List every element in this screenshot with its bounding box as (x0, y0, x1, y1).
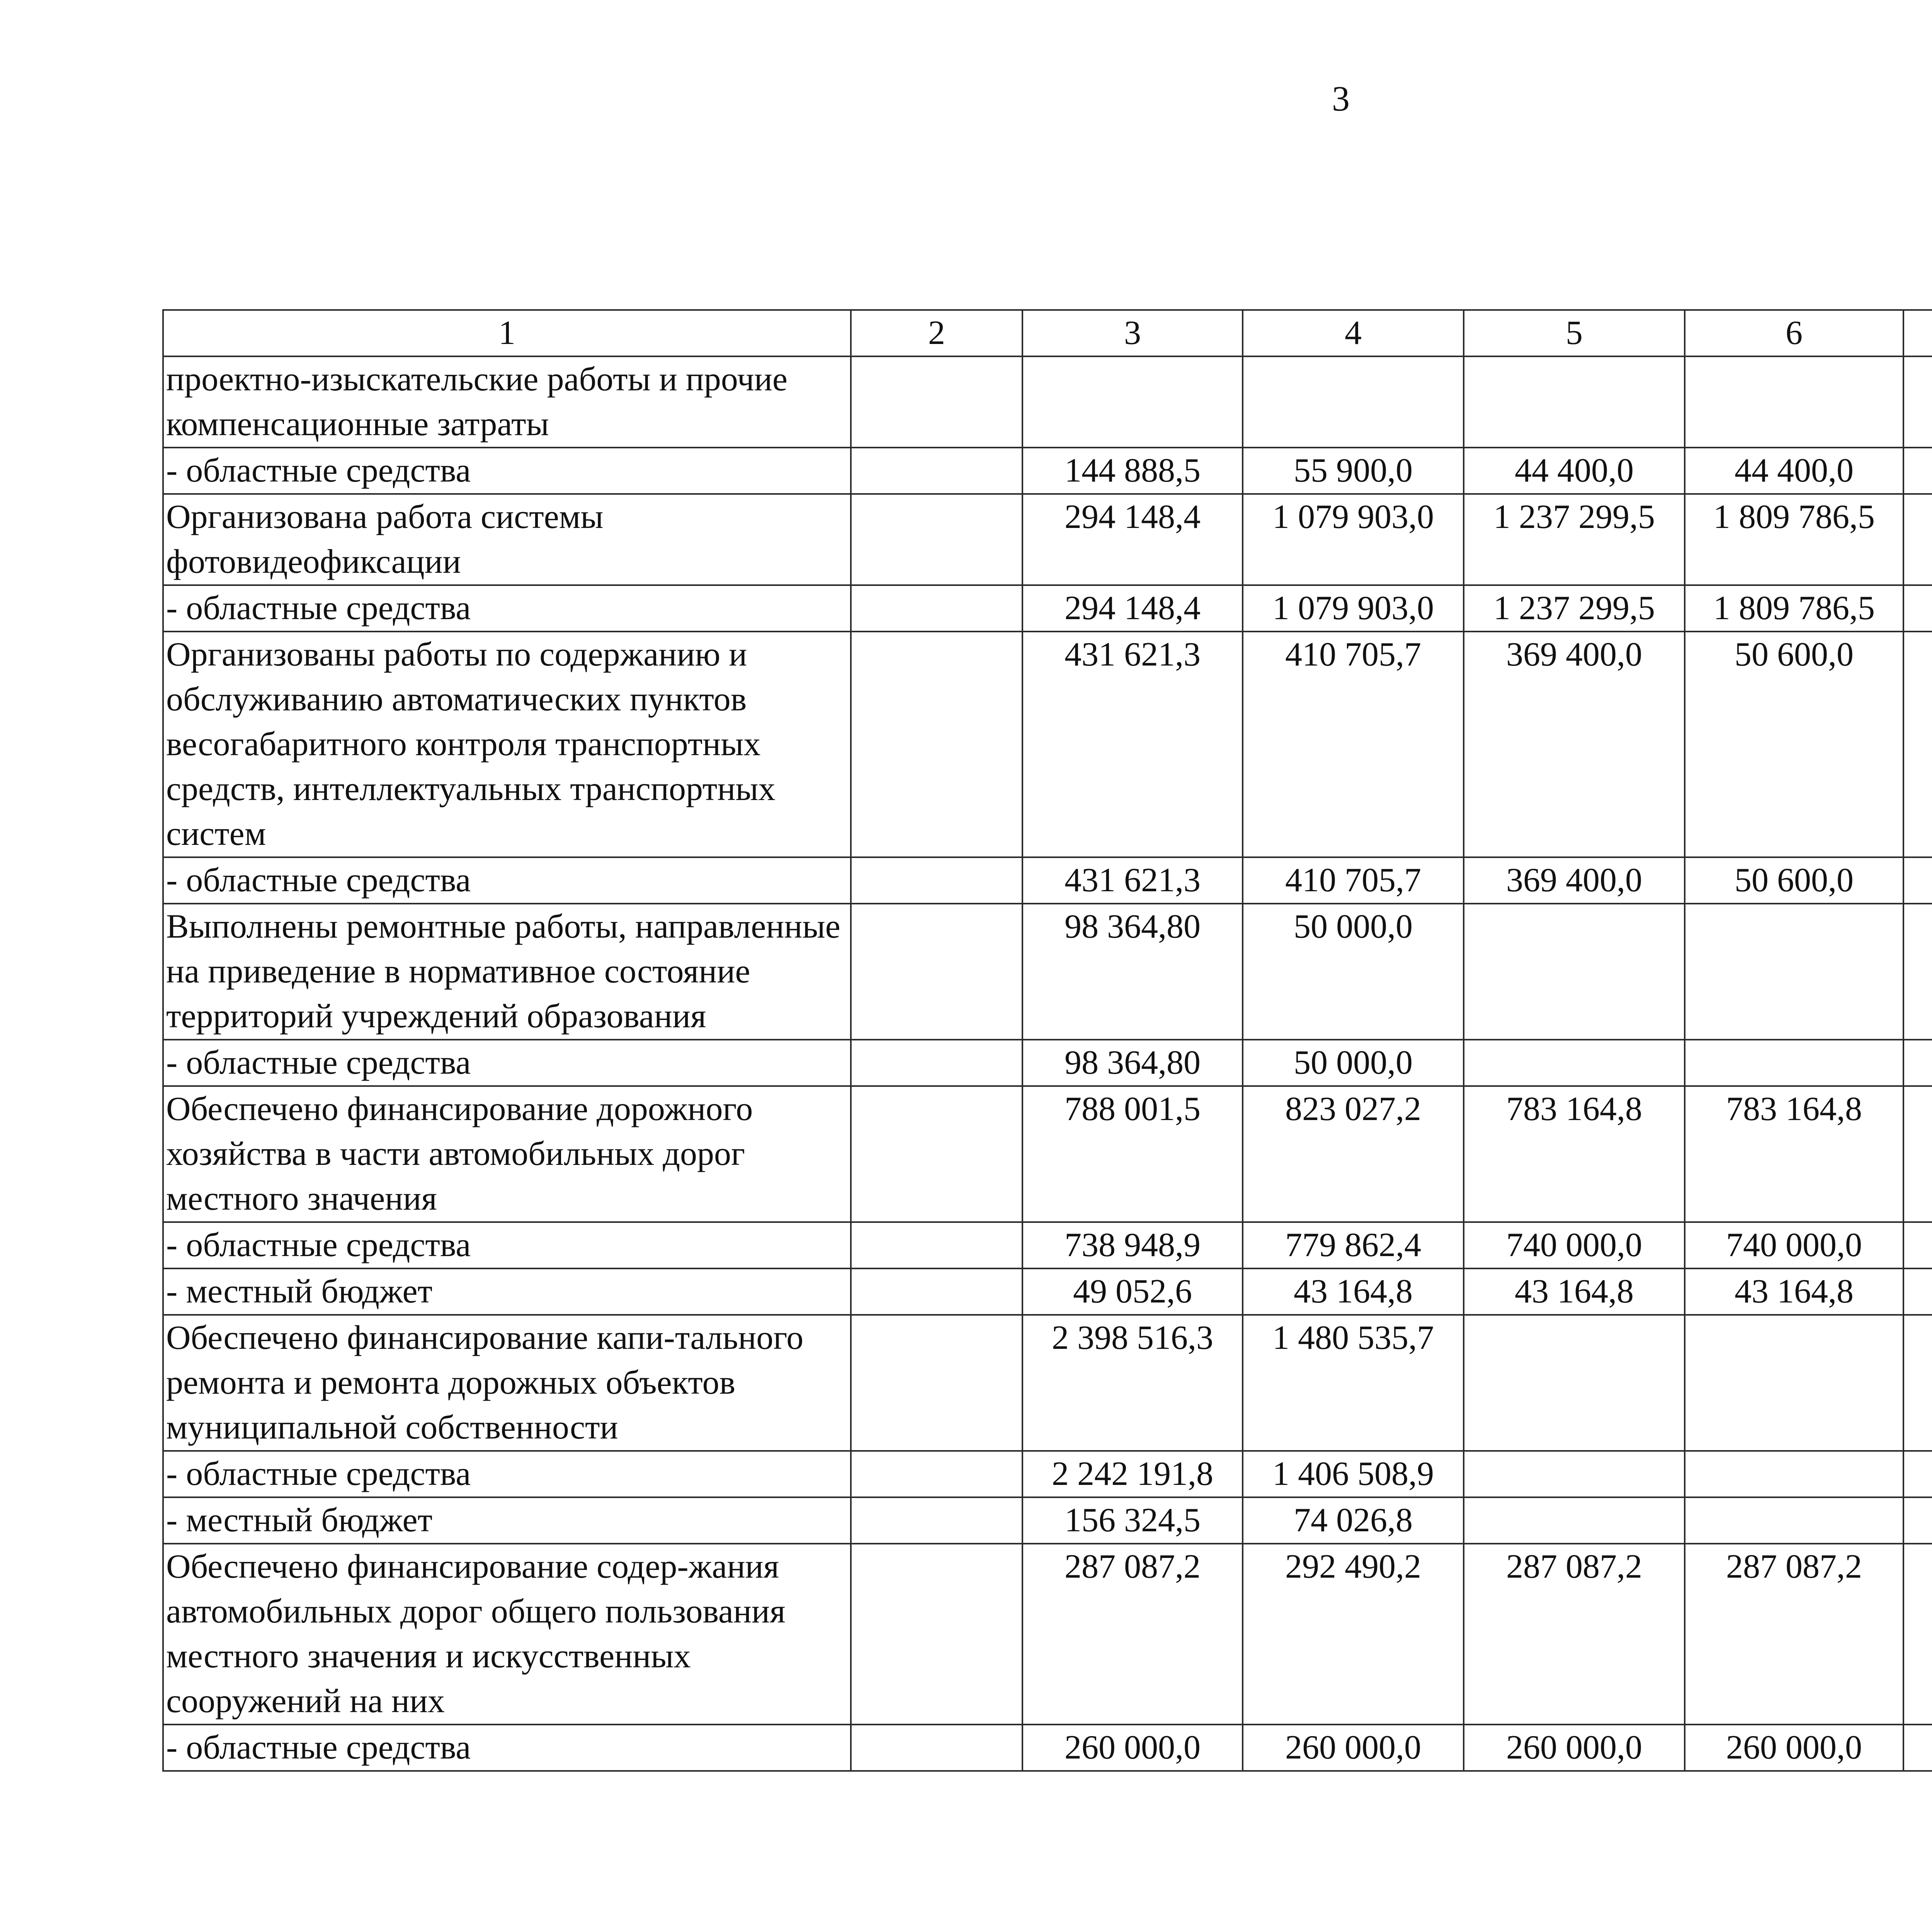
row-label: - местный бюджет (163, 1268, 851, 1315)
row-col2-cell (851, 1725, 1022, 1771)
value-cell-col-7 (1903, 857, 1932, 904)
value-cell-col-7 (1903, 1497, 1932, 1544)
value-cell-col-3: 144 888,5 (1022, 448, 1243, 494)
budget-table (162, 309, 1932, 1772)
value-cell-col-5: 44 400,0 (1464, 448, 1685, 494)
value-cell-col-5 (1464, 1451, 1685, 1497)
column-number-4: 4 (1243, 310, 1464, 356)
value-cell-col-5: 783 164,8 (1464, 1086, 1685, 1222)
value-cell-col-6: 1 809 786,5 (1685, 585, 1903, 632)
table-row (163, 1222, 1932, 1268)
value-cell-col-5 (1464, 1315, 1685, 1451)
row-col2-cell (851, 448, 1022, 494)
value-cell-col-7 (1903, 632, 1932, 857)
column-number-3: 3 (1022, 310, 1243, 356)
row-col2-cell (851, 494, 1022, 585)
row-col2-cell (851, 1544, 1022, 1725)
value-cell-col-6: 783 164,8 (1685, 1086, 1903, 1222)
value-cell-col-5: 740 000,0 (1464, 1222, 1685, 1268)
value-cell-col-4: 779 862,4 (1243, 1222, 1464, 1268)
row-col2-cell (851, 585, 1022, 632)
value-cell-col-3: 2 398 516,3 (1022, 1315, 1243, 1451)
value-cell-col-6 (1685, 1451, 1903, 1497)
value-cell-col-3: 788 001,5 (1022, 1086, 1243, 1222)
value-cell-col-3: 287 087,2 (1022, 1544, 1243, 1725)
value-cell-col-7 (1903, 1268, 1932, 1315)
value-cell-col-7 (1903, 1315, 1932, 1451)
row-label: проектно-изыскательские работы и прочие компенсационные затраты (163, 356, 851, 448)
value-cell-col-6 (1685, 356, 1903, 448)
value-cell-col-6 (1685, 1315, 1903, 1451)
value-cell-col-3 (1022, 356, 1243, 448)
value-cell-col-6: 260 000,0 (1685, 1725, 1903, 1771)
value-cell-col-6 (1685, 904, 1903, 1040)
row-col2-cell (851, 1315, 1022, 1451)
value-cell-col-7 (1903, 1086, 1932, 1222)
value-cell-col-6 (1685, 1040, 1903, 1086)
value-cell-col-6: 740 000,0 (1685, 1222, 1903, 1268)
row-col2-cell (851, 632, 1022, 857)
value-cell-col-7 (1903, 356, 1932, 448)
value-cell-col-6: 50 600,0 (1685, 632, 1903, 857)
value-cell-col-5 (1464, 1040, 1685, 1086)
row-label: Организована работа системы фотовидеофиксации (163, 494, 851, 585)
value-cell-col-4: 410 705,7 (1243, 857, 1464, 904)
value-cell-col-7 (1903, 1222, 1932, 1268)
value-cell-col-5: 287 087,2 (1464, 1544, 1685, 1725)
value-cell-col-4: 1 079 903,0 (1243, 494, 1464, 585)
value-cell-col-7 (1903, 1451, 1932, 1497)
budget-table-body (163, 310, 1932, 1771)
value-cell-col-7 (1903, 1725, 1932, 1771)
column-number-6: 6 (1685, 310, 1903, 356)
value-cell-col-4: 823 027,2 (1243, 1086, 1464, 1222)
value-cell-col-7 (1903, 1544, 1932, 1725)
value-cell-col-6: 50 600,0 (1685, 857, 1903, 904)
value-cell-col-3: 156 324,5 (1022, 1497, 1243, 1544)
row-col2-cell (851, 1497, 1022, 1544)
table-row (163, 1497, 1932, 1544)
table-row (163, 632, 1932, 857)
row-label: - областные средства (163, 448, 851, 494)
value-cell-col-3: 260 000,0 (1022, 1725, 1243, 1771)
value-cell-col-6: 1 809 786,5 (1685, 494, 1903, 585)
table-row (163, 448, 1932, 494)
value-cell-col-4: 55 900,0 (1243, 448, 1464, 494)
column-number-7 (1903, 310, 1932, 356)
value-cell-col-3: 431 621,3 (1022, 857, 1243, 904)
value-cell-col-6 (1685, 1497, 1903, 1544)
table-row (163, 857, 1932, 904)
value-cell-col-4: 410 705,7 (1243, 632, 1464, 857)
value-cell-col-5: 43 164,8 (1464, 1268, 1685, 1315)
value-cell-col-6: 43 164,8 (1685, 1268, 1903, 1315)
row-label: - областные средства (163, 1222, 851, 1268)
row-col2-cell (851, 904, 1022, 1040)
row-label: - областные средства (163, 1451, 851, 1497)
value-cell-col-7 (1903, 494, 1932, 585)
value-cell-col-7 (1903, 448, 1932, 494)
value-cell-col-4: 1 406 508,9 (1243, 1451, 1464, 1497)
value-cell-col-5: 260 000,0 (1464, 1725, 1685, 1771)
table-row (163, 904, 1932, 1040)
value-cell-col-7 (1903, 1040, 1932, 1086)
row-label: - областные средства (163, 1040, 851, 1086)
column-number-row (163, 310, 1932, 356)
row-label: Обеспечено финансирование дорожного хозяйства в части автомобильных дорог местного значения (163, 1086, 851, 1222)
value-cell-col-4: 74 026,8 (1243, 1497, 1464, 1544)
value-cell-col-3: 49 052,6 (1022, 1268, 1243, 1315)
value-cell-col-5 (1464, 904, 1685, 1040)
row-col2-cell (851, 1086, 1022, 1222)
column-number-2: 2 (851, 310, 1022, 356)
row-label: - областные средства (163, 857, 851, 904)
row-label: Обеспечено финансирование капи-тального ремонта и ремонта дорожных объектов муниципальной собственности (163, 1315, 851, 1451)
row-col2-cell (851, 1268, 1022, 1315)
value-cell-col-3: 2 242 191,8 (1022, 1451, 1243, 1497)
table-row (163, 1268, 1932, 1315)
row-label: - местный бюджет (163, 1497, 851, 1544)
row-label: Обеспечено финансирование содер-жания автомобильных дорог общего пользования местного значения и искусственных сооружений на них (163, 1544, 851, 1725)
value-cell-col-6: 287 087,2 (1685, 1544, 1903, 1725)
value-cell-col-4: 260 000,0 (1243, 1725, 1464, 1771)
column-number-5: 5 (1464, 310, 1685, 356)
value-cell-col-3: 431 621,3 (1022, 632, 1243, 857)
table-row (163, 1315, 1932, 1451)
row-label: - областные средства (163, 585, 851, 632)
value-cell-col-5: 369 400,0 (1464, 857, 1685, 904)
value-cell-col-3: 294 148,4 (1022, 494, 1243, 585)
column-number-1: 1 (163, 310, 851, 356)
value-cell-col-7 (1903, 904, 1932, 1040)
value-cell-col-5: 369 400,0 (1464, 632, 1685, 857)
value-cell-col-3: 98 364,80 (1022, 904, 1243, 1040)
table-row (163, 1086, 1932, 1222)
value-cell-col-4: 292 490,2 (1243, 1544, 1464, 1725)
value-cell-col-3: 738 948,9 (1022, 1222, 1243, 1268)
table-row (163, 1725, 1932, 1771)
table-row (163, 1544, 1932, 1725)
table-row (163, 1451, 1932, 1497)
value-cell-col-4: 50 000,0 (1243, 904, 1464, 1040)
value-cell-col-4: 1 079 903,0 (1243, 585, 1464, 632)
page-number: 3 (1332, 79, 1350, 118)
table-row (163, 1040, 1932, 1086)
value-cell-col-4 (1243, 356, 1464, 448)
value-cell-col-6: 44 400,0 (1685, 448, 1903, 494)
row-col2-cell (851, 857, 1022, 904)
row-col2-cell (851, 1222, 1022, 1268)
table-row (163, 494, 1932, 585)
value-cell-col-4: 43 164,8 (1243, 1268, 1464, 1315)
row-col2-cell (851, 1040, 1022, 1086)
value-cell-col-5: 1 237 299,5 (1464, 585, 1685, 632)
table-row (163, 585, 1932, 632)
row-label: Организованы работы по содержанию и обслуживанию автоматических пунктов весогабаритного контроля транспортных средств, интеллектуальных транспортных систем (163, 632, 851, 857)
row-label: - областные средства (163, 1725, 851, 1771)
value-cell-col-3: 294 148,4 (1022, 585, 1243, 632)
row-col2-cell (851, 356, 1022, 448)
value-cell-col-4: 1 480 535,7 (1243, 1315, 1464, 1451)
value-cell-col-5 (1464, 356, 1685, 448)
value-cell-col-3: 98 364,80 (1022, 1040, 1243, 1086)
table-row (163, 356, 1932, 448)
value-cell-col-4: 50 000,0 (1243, 1040, 1464, 1086)
value-cell-col-7 (1903, 585, 1932, 632)
row-col2-cell (851, 1451, 1022, 1497)
value-cell-col-5: 1 237 299,5 (1464, 494, 1685, 585)
value-cell-col-5 (1464, 1497, 1685, 1544)
row-label: Выполнены ремонтные работы, направленные на приведение в нормативное состояние территорий учреждений образования (163, 904, 851, 1040)
